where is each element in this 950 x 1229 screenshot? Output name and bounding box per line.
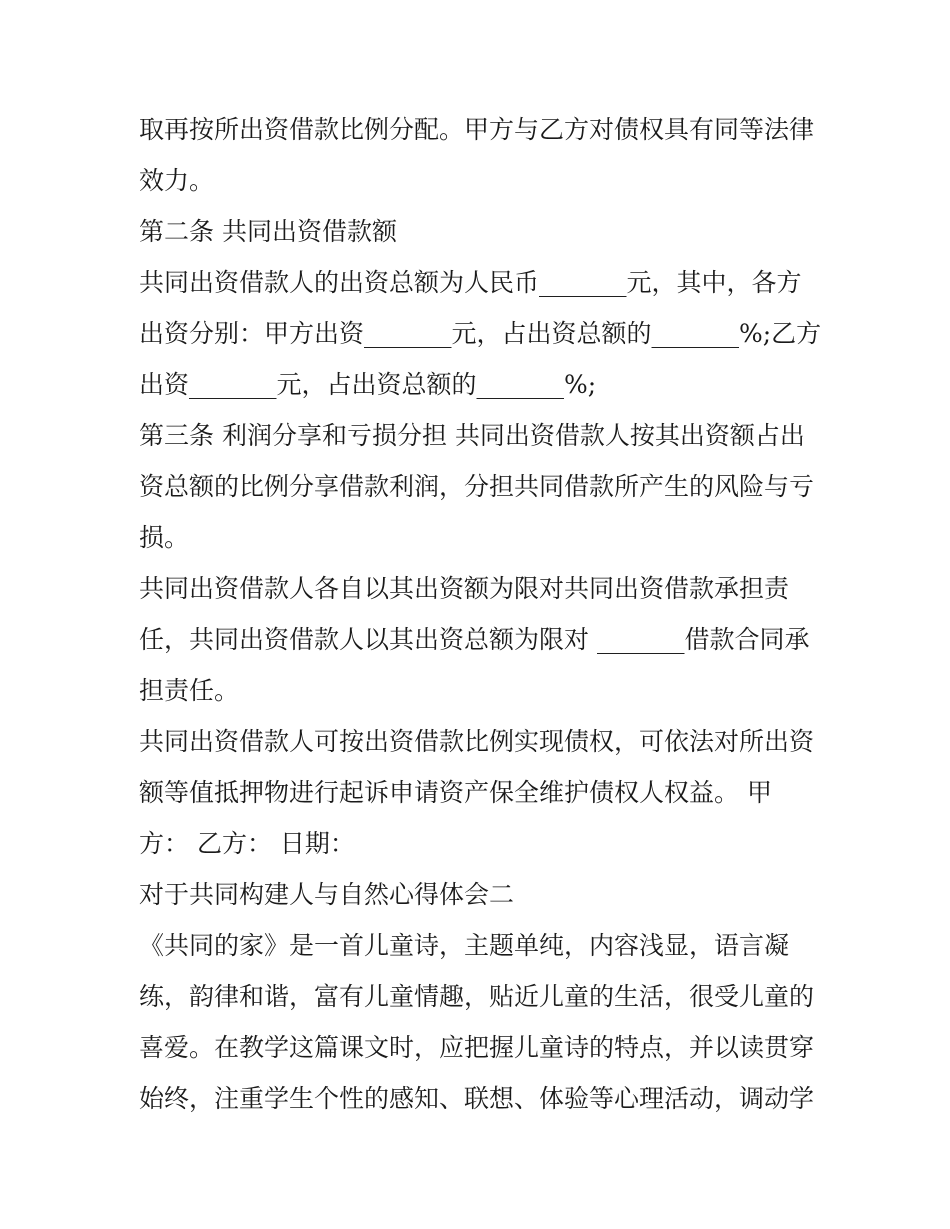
section-heading-article-2: 第二条 共同出资借款额: [139, 217, 397, 246]
section-heading-article-3: 第三条 利润分享和亏损分担 共同出资借款人按其出资额占出: [139, 421, 805, 450]
text-line-12: 担责任。: [139, 676, 240, 705]
text-line-19: 喜爱。在教学这篇课文时，应把握儿童诗的特点，并以读贯穿: [139, 1033, 815, 1062]
text-line-18: 练，韵律和谐，富有儿童情趣，贴近儿童的生活，很受儿童的: [139, 982, 815, 1011]
text-line-4: 共同出资借款人的出资总额为人民币_______元，其中，各方: [139, 268, 802, 297]
text-line-17: 《共同的家》是一首儿童诗，主题单纯，内容浅显，语言凝: [139, 931, 790, 960]
text-line-1: 取再按所出资借款比例分配。甲方与乙方对债权具有同等法律: [139, 115, 815, 144]
text-line-11: 任，共同出资借款人以其出资总额为限对 _______借款合同承: [139, 625, 810, 654]
text-line-9: 损。: [139, 523, 190, 552]
text-line-6: 出资_______元，占出资总额的_______%;: [139, 370, 597, 399]
text-line-5: 出资分别：甲方出资_______元，占出资总额的_______%;乙方: [139, 319, 822, 348]
document-body: [139, 104, 829, 1124]
signature-line: 方： 乙方： 日期：: [139, 829, 355, 858]
text-line-20: 始终，注重学生个性的感知、联想、体验等心理活动，调动学: [139, 1084, 815, 1113]
essay-title: 对于共同构建人与自然心得体会二: [139, 880, 515, 909]
text-line-10: 共同出资借款人各自以其出资额为限对共同出资借款承担责: [139, 574, 790, 603]
text-line-8: 资总额的比例分享借款利润，分担共同借款所产生的风险与亏: [139, 472, 815, 501]
text-line-2: 效力。: [139, 166, 215, 195]
text-line-14: 额等值抵押物进行起诉申请资产保全维护债权人权益。 甲: [139, 778, 772, 807]
text-line-13: 共同出资借款人可按出资借款比例实现债权，可依法对所出资: [139, 727, 815, 756]
